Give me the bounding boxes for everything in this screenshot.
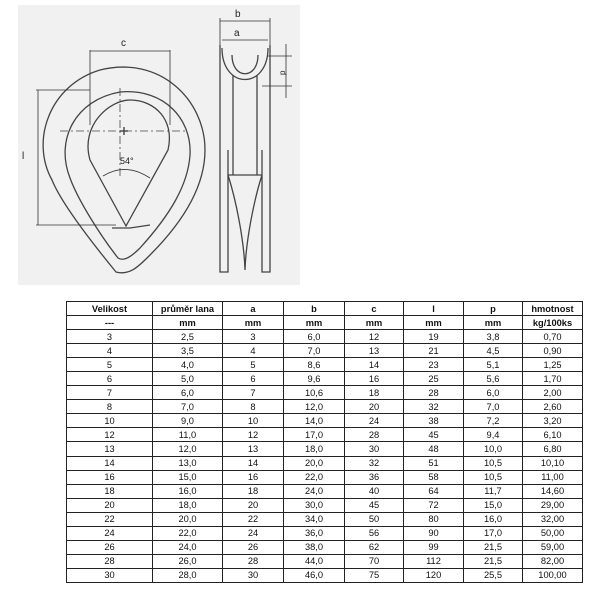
table-cell: 82,00 — [523, 554, 583, 568]
table-cell: 26 — [223, 540, 284, 554]
table-cell: 16,0 — [153, 484, 223, 498]
table-cell: 7,0 — [284, 344, 345, 358]
table-row — [67, 372, 583, 386]
table-cell: 19 — [404, 330, 464, 344]
table-cell: 40 — [345, 484, 404, 498]
table-row — [67, 540, 583, 554]
dimension-p — [262, 44, 292, 98]
table-cell: 16,0 — [464, 512, 523, 526]
table-cell: 20 — [345, 400, 404, 414]
table-cell: 8 — [223, 400, 284, 414]
table-cell: 28 — [345, 428, 404, 442]
table-cell: 36,0 — [284, 526, 345, 540]
table-cell: 1,70 — [523, 372, 583, 386]
table-cell: 51 — [404, 456, 464, 470]
table-row — [67, 442, 583, 456]
table-cell: 9,6 — [284, 372, 345, 386]
unit-cell: mm — [464, 316, 523, 330]
table-cell: 18 — [345, 386, 404, 400]
table-cell: 17,0 — [284, 428, 345, 442]
table-cell: 4 — [67, 344, 153, 358]
table-cell: 30,0 — [284, 498, 345, 512]
unit-cell: mm — [153, 316, 223, 330]
table-cell: 21 — [404, 344, 464, 358]
table-cell: 6 — [223, 372, 284, 386]
table-row — [67, 428, 583, 442]
column-header: Velikost — [67, 302, 153, 316]
table-row — [67, 330, 583, 344]
table-cell: 9,4 — [464, 428, 523, 442]
table-cell: 13 — [223, 442, 284, 456]
table-header-row — [67, 302, 583, 316]
table-cell: 16 — [345, 372, 404, 386]
table-cell: 3 — [223, 330, 284, 344]
dimension-l — [36, 90, 116, 225]
column-header: b — [284, 302, 345, 316]
table-cell: 112 — [404, 554, 464, 568]
column-header: c — [345, 302, 404, 316]
table-cell: 38 — [404, 414, 464, 428]
table-cell: 38,0 — [284, 540, 345, 554]
side-top-groove — [222, 48, 268, 80]
front-view — [43, 67, 205, 273]
column-header: a — [223, 302, 284, 316]
table-cell: 24 — [223, 526, 284, 540]
table-cell: 12 — [223, 428, 284, 442]
table-cell: 28 — [67, 554, 153, 568]
table-cell: 3,20 — [523, 414, 583, 428]
table-cell: 10,5 — [464, 470, 523, 484]
table-row — [67, 484, 583, 498]
table-cell: 18 — [67, 484, 153, 498]
table-cell: 26 — [67, 540, 153, 554]
table-cell: 12,0 — [284, 400, 345, 414]
table-cell: 24 — [345, 414, 404, 428]
table-cell: 23 — [404, 358, 464, 372]
table-row — [67, 568, 583, 582]
table-cell: 46,0 — [284, 568, 345, 582]
side-outer-right — [262, 45, 270, 272]
table-cell: 3,8 — [464, 330, 523, 344]
table-cell: 28 — [404, 386, 464, 400]
table-cell: 5 — [223, 358, 284, 372]
unit-cell: --- — [67, 316, 153, 330]
table-cell: 21,5 — [464, 554, 523, 568]
table-cell: 7,0 — [153, 400, 223, 414]
table-cell: 11,00 — [523, 470, 583, 484]
table-cell: 13,0 — [153, 456, 223, 470]
table-row — [67, 526, 583, 540]
table-cell: 44,0 — [284, 554, 345, 568]
label-c: c — [121, 38, 126, 49]
table-cell: 90 — [404, 526, 464, 540]
table-cell: 36 — [345, 470, 404, 484]
table-cell: 20 — [67, 498, 153, 512]
table-cell: 48 — [404, 442, 464, 456]
label-a: a — [234, 28, 240, 39]
table-cell: 12 — [67, 428, 153, 442]
table-cell: 45 — [404, 428, 464, 442]
table-cell: 22 — [223, 512, 284, 526]
table-cell: 26,0 — [153, 554, 223, 568]
table-cell: 3 — [67, 330, 153, 344]
table-cell: 62 — [345, 540, 404, 554]
table-cell: 29,00 — [523, 498, 583, 512]
table-cell: 2,5 — [153, 330, 223, 344]
table-cell: 5,1 — [464, 358, 523, 372]
table-cell: 15,0 — [153, 470, 223, 484]
thimble-technical-drawing — [0, 0, 599, 290]
table-cell: 100,00 — [523, 568, 583, 582]
table-cell: 32 — [345, 456, 404, 470]
table-cell: 11,0 — [153, 428, 223, 442]
unit-cell: mm — [404, 316, 464, 330]
table-cell: 6,80 — [523, 442, 583, 456]
table-cell: 22,0 — [284, 470, 345, 484]
table-cell: 120 — [404, 568, 464, 582]
table-cell: 10,10 — [523, 456, 583, 470]
table-cell: 6,10 — [523, 428, 583, 442]
table-cell: 28 — [223, 554, 284, 568]
table-cell: 4,5 — [464, 344, 523, 358]
table-cell: 72 — [404, 498, 464, 512]
table-cell: 20 — [223, 498, 284, 512]
table-cell: 30 — [345, 442, 404, 456]
table-cell: 7,0 — [464, 400, 523, 414]
table-cell: 14 — [345, 358, 404, 372]
table-row — [67, 498, 583, 512]
column-header: l — [404, 302, 464, 316]
side-view — [220, 45, 270, 272]
table-cell: 28,0 — [153, 568, 223, 582]
table-cell: 18,0 — [153, 498, 223, 512]
table-cell: 4,0 — [153, 358, 223, 372]
table-cell: 14,0 — [284, 414, 345, 428]
table-cell: 11,7 — [464, 484, 523, 498]
table-row — [67, 554, 583, 568]
table-row — [67, 400, 583, 414]
table-cell: 3,5 — [153, 344, 223, 358]
table-cell: 6,0 — [153, 386, 223, 400]
table-cell: 0,70 — [523, 330, 583, 344]
table-cell: 99 — [404, 540, 464, 554]
table-cell: 14 — [67, 456, 153, 470]
table-cell: 8,6 — [284, 358, 345, 372]
table-cell: 5,0 — [153, 372, 223, 386]
table-cell: 30 — [67, 568, 153, 582]
table-cell: 32 — [404, 400, 464, 414]
table-row — [67, 386, 583, 400]
table-cell: 17,0 — [464, 526, 523, 540]
table-cell: 20,0 — [153, 512, 223, 526]
table-cell: 9,0 — [153, 414, 223, 428]
table-row — [67, 470, 583, 484]
table-cell: 7,2 — [464, 414, 523, 428]
table-cell: 10,5 — [464, 456, 523, 470]
table-cell: 14 — [223, 456, 284, 470]
table-cell: 75 — [345, 568, 404, 582]
table-row — [67, 358, 583, 372]
unit-cell: kg/100ks — [523, 316, 583, 330]
table-cell: 6,0 — [284, 330, 345, 344]
table-cell: 18 — [223, 484, 284, 498]
angle-arc — [103, 169, 150, 178]
table-cell: 1,25 — [523, 358, 583, 372]
label-angle: 54° — [120, 156, 134, 166]
table-body — [67, 316, 583, 583]
table-cell: 13 — [345, 344, 404, 358]
table-cell: 70 — [345, 554, 404, 568]
table-cell: 2,00 — [523, 386, 583, 400]
table-cell: 56 — [345, 526, 404, 540]
table-cell: 14,60 — [523, 484, 583, 498]
table-cell: 64 — [404, 484, 464, 498]
dimensions-table — [66, 301, 583, 583]
unit-cell: mm — [345, 316, 404, 330]
table-row — [67, 512, 583, 526]
table-cell: 18,0 — [284, 442, 345, 456]
column-header: hmotnost — [523, 302, 583, 316]
table-cell: 24,0 — [153, 540, 223, 554]
table-cell: 15,0 — [464, 498, 523, 512]
table-cell: 10 — [67, 414, 153, 428]
table-cell: 10,6 — [284, 386, 345, 400]
table-cell: 10 — [223, 414, 284, 428]
table-cell: 58 — [404, 470, 464, 484]
label-l: l — [22, 151, 25, 162]
table-cell: 24 — [67, 526, 153, 540]
table-row — [67, 456, 583, 470]
table-cell: 10,0 — [464, 442, 523, 456]
table-cell: 8 — [67, 400, 153, 414]
column-header: p — [464, 302, 523, 316]
column-header: průměr lana — [153, 302, 223, 316]
drawing-svg — [0, 0, 599, 290]
table-cell: 2,60 — [523, 400, 583, 414]
table-cell: 7 — [67, 386, 153, 400]
table-cell: 5,6 — [464, 372, 523, 386]
side-bottom-v — [228, 175, 262, 270]
table-cell: 22,0 — [153, 526, 223, 540]
table-cell: 7 — [223, 386, 284, 400]
dimension-b — [220, 18, 270, 45]
table-cell: 50 — [345, 512, 404, 526]
thimble-tail — [112, 225, 150, 228]
unit-cell: mm — [284, 316, 345, 330]
table-cell: 34,0 — [284, 512, 345, 526]
thimble-groove-outline — [65, 92, 190, 260]
table-cell: 16 — [223, 470, 284, 484]
table-cell: 5 — [67, 358, 153, 372]
table-cell: 24,0 — [284, 484, 345, 498]
label-b: b — [235, 9, 241, 20]
table-cell: 80 — [404, 512, 464, 526]
table-cell: 25,5 — [464, 568, 523, 582]
table-cell: 50,00 — [523, 526, 583, 540]
table-cell: 21,5 — [464, 540, 523, 554]
units-row — [67, 316, 583, 330]
table-cell: 22 — [67, 512, 153, 526]
table-cell: 12 — [345, 330, 404, 344]
table-cell: 25 — [404, 372, 464, 386]
table-cell: 13 — [67, 442, 153, 456]
table-cell: 32,00 — [523, 512, 583, 526]
table-cell: 45 — [345, 498, 404, 512]
table-cell: 59,00 — [523, 540, 583, 554]
table-cell: 6,0 — [464, 386, 523, 400]
table-row — [67, 344, 583, 358]
table-cell: 16 — [67, 470, 153, 484]
table-cell: 20,0 — [284, 456, 345, 470]
table-cell: 4 — [223, 344, 284, 358]
label-p: p — [278, 70, 287, 75]
unit-cell: mm — [223, 316, 284, 330]
table-row — [67, 414, 583, 428]
table-cell: 6 — [67, 372, 153, 386]
side-top-groove-inner — [232, 55, 258, 74]
table-cell: 0,90 — [523, 344, 583, 358]
table-cell: 30 — [223, 568, 284, 582]
side-outer-left — [220, 45, 228, 272]
table-cell: 12,0 — [153, 442, 223, 456]
